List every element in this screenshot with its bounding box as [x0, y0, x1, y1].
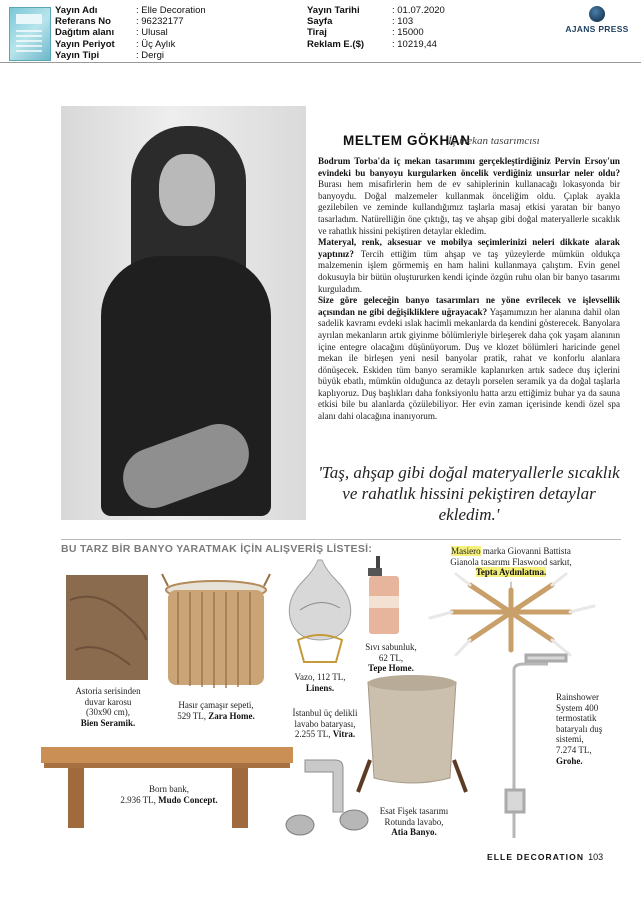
header-value: : 10219,44: [392, 38, 437, 50]
caption-brand: Tepta Aydınlatma.: [475, 567, 547, 578]
question: Materyal, renk, aksesuar ve mobilya seçimlerinizi neleri dikkate alarak yaptınız?: [318, 237, 620, 259]
caption-line: Sıvı sabunluk,: [365, 642, 417, 652]
caption-highlight: Masiero: [451, 546, 481, 556]
faucet-image: [286, 760, 368, 835]
header-label: Dağıtım alanı: [55, 27, 115, 39]
caption-price: 2.936 TL,: [120, 794, 156, 805]
caption-brand: Grohe.: [556, 755, 583, 766]
header-value: : Elle Decoration: [136, 5, 206, 16]
caption-brand: Vitra.: [332, 729, 356, 740]
page-footer: [487, 852, 603, 862]
header-value: : 15000: [392, 27, 424, 39]
caption-brand: Mudo Concept.: [158, 794, 218, 805]
caption-line: Rotunda lavabo,: [384, 816, 444, 827]
pull-quote: 'Taş, ahşap gibi doğal materyallerle sıcaklık ve rahatlık hissini pekiştiren detaylar ekledim.': [318, 463, 620, 524]
caption-brand: Atia Banyo.: [391, 827, 437, 838]
caption-line: termostatik: [556, 713, 597, 724]
soap-dispenser-image: [368, 556, 399, 634]
basket-image: [162, 574, 270, 688]
header-label: Yayın Tipi: [55, 49, 100, 61]
caption-line: (30x90 cm),: [86, 707, 130, 718]
designer-role: İç mekan tasarımcısı: [448, 135, 540, 147]
caption-price: 529 TL,: [177, 710, 207, 721]
caption-line: Gianola tasarımı Flaswood sarkıt,: [450, 556, 572, 567]
question: Size göre geleceğin banyo tasarımları ne yöne evrilecek ve işlevsellik açısından ne gibi değişikliklere uğrayacak?: [318, 295, 620, 317]
caption-brand: Bien Seramik.: [80, 717, 136, 728]
caption-shower: [556, 692, 626, 766]
answer: Tercih ettiğim tüm ahşap ve taş yüzeylerde mümkün oldukça malzemenin işlem görmemiş en ham halini kullanmaya çalıştım. Evin genel dokusuyla bir bütün oluştururken kendi içinde özgün ruhu olan bir banyo tasarımı kurguladım.: [318, 248, 620, 294]
caption-line: Rainshower: [556, 692, 599, 702]
header-label: Referans No: [55, 16, 111, 28]
caption-line: Born bank,: [149, 784, 189, 794]
caption-tile: [60, 686, 156, 728]
header-label: Sayfa: [307, 16, 333, 28]
caption-sink: [364, 806, 464, 838]
caption-soap: [355, 642, 427, 674]
logo-text: AJANS PRESS: [565, 24, 629, 34]
header-label: Tiraj: [307, 27, 327, 39]
caption-line: System 400: [556, 702, 599, 713]
magazine-name: ELLE DECORATION: [487, 852, 585, 862]
pendant-lamp-image: [430, 574, 594, 655]
designer-name: MELTEM GÖKHAN: [343, 133, 471, 148]
caption-line: bataryalı duş: [556, 723, 603, 734]
page-number: 103: [588, 852, 604, 862]
caption-line: duvar karosu: [84, 696, 132, 707]
answer: Burası hem misafirlerin hem de ev sahiplerinin kullanacağı lokasyonda bir banyoydu. Doğal malzemeler kullanmak önceliğim oldu. Çıplak ayakla gezilebilen ve zeminde kullandığımız taşlarla masaj etkisi yaratan bir banyo tasarladım. Natürelliğin öne çıktığı, taş ve ahşap gibi doğal materyallerle sıcaklık ve rahatlık hissini pekiştiren detaylar ekledim.: [318, 179, 620, 236]
header-value: : Üç Aylık: [136, 38, 176, 50]
caption-price: 62 TL,: [378, 652, 404, 663]
caption-line: Esat Fişek tasarımı: [379, 806, 449, 816]
header-label: Yayın Adı: [55, 5, 98, 16]
caption-lamp: [436, 546, 586, 578]
caption-brand: Linens.: [305, 682, 335, 693]
caption-price: 7.274 TL,: [556, 744, 592, 755]
caption-brand: Zara Home.: [208, 710, 255, 721]
caption-line: Astoria serisinden: [75, 686, 141, 696]
caption-line: İstanbul üç delikli: [292, 708, 358, 718]
header-label: Yayın Periyot: [55, 38, 115, 50]
caption-line: sistemi,: [556, 734, 584, 745]
caption-line: Vazo, 112 TL,: [294, 672, 346, 682]
caption-line: lavabo bataryası,: [294, 718, 356, 729]
caption-vase: [290, 672, 350, 693]
caption-basket: [162, 700, 270, 721]
shopping-list-title: BU TARZ BİR BANYO YARATMAK İÇİN ALIŞVERİŞ LİSTESİ:: [61, 543, 373, 555]
caption-line: marka Giovanni Battista: [480, 546, 571, 556]
caption-line: Hasır çamaşır sepeti,: [178, 700, 254, 710]
answer: Yaşamımızın her alanına dahil olan sadelik kavramı evdeki ıslak hacimli mekanlarda da kendini gösterecek. Banyolara ayrılan mekanların artık giyinme bölümleriyle birleşerek daha çok yaşam alanının içine entegre olacağını düşünüyorum. Duş ve klozet bölümleri haricinde genel mekan ile birleşen yeni nesil banyolar pratik, rahat ve konforlu alanlara dönüşecek. Eskiden tüm banyo seramikle kaplanırken artık sadece duş içlerini büyük ebatlı, mümkün olduğunca az detaylı porselen seramik ya da doğal taşlarla kaplıyoruz. Duş başlıkları daha fonksiyonlu hatta arzu ettiğimiz buhar ya da sauna etkisi bile bu alanlarda çözülebiliyor. Her evin zaman içerisinde kendi özel spa alanı dahi olacağına inanıyorum.: [318, 306, 620, 422]
header-label: Yayın Tarihi: [307, 5, 360, 16]
header-value: : Dergi: [136, 49, 164, 61]
header-value: : 96232177: [136, 16, 184, 28]
tile-image: [66, 575, 148, 680]
header-value: : Ulusal: [136, 27, 168, 39]
question: Bodrum Torba'da iç mekan tasarımını gerçekleştirdiğiniz Pervin Ersoy'un evindeki bu banyoyu kurgularken öncelik verdiğiniz unsurlar neler oldu?: [318, 156, 620, 178]
vase-image: [289, 560, 350, 662]
header-value: : 01.07.2020: [392, 5, 445, 16]
stone-sink-image: [358, 675, 466, 792]
caption-faucet: [284, 708, 366, 740]
caption-price: 2.255 TL,: [294, 729, 331, 740]
header-label: Reklam E.($): [307, 38, 365, 50]
header-value: : 103: [392, 16, 414, 28]
caption-brand: Tepe Home.: [368, 663, 414, 674]
caption-bench: [114, 784, 224, 805]
